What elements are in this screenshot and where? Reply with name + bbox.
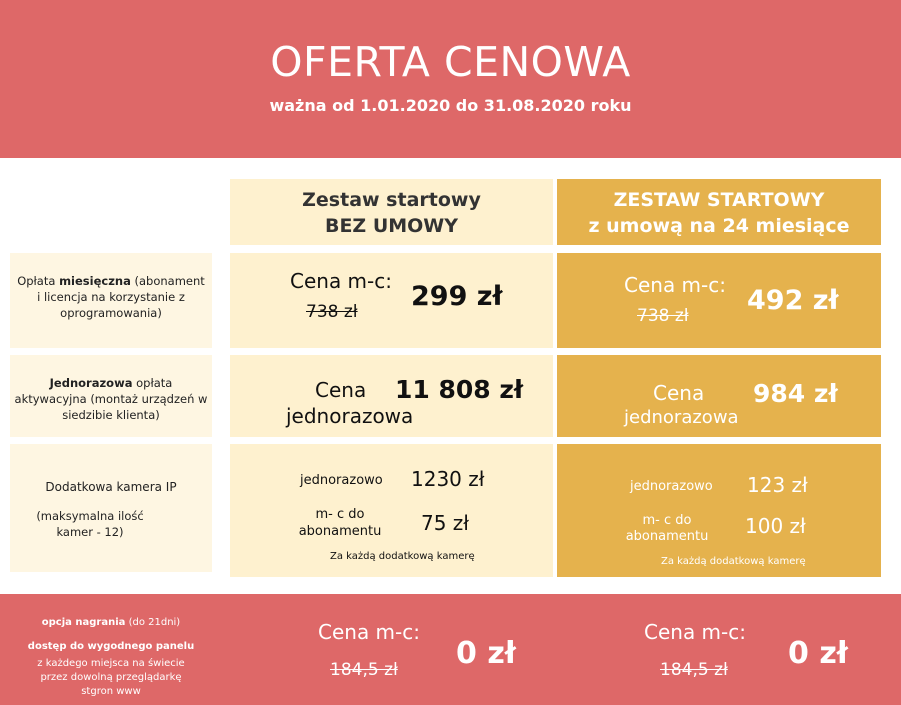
camera-note: Za każdą dodatkową kamerę: [661, 556, 806, 567]
cell-camera-no-contract: [230, 444, 553, 577]
cena-line2: jednorazowa: [286, 404, 414, 428]
once-label: jednorazowo: [300, 473, 383, 488]
cell-camera-24-months: [557, 444, 881, 577]
price: 299 zł: [411, 281, 503, 312]
mc-line1: m- c do: [642, 513, 692, 528]
row-label-monthly: [10, 253, 212, 348]
row-label-camera: [10, 444, 212, 572]
row-label-onetime-text: [14, 375, 208, 423]
price: 492 zł: [747, 285, 839, 316]
page-subtitle: ważna od 1.01.2020 do 31.08.2020 roku: [269, 96, 632, 115]
footer-price-right: 0 zł: [788, 636, 848, 671]
label-bold: miesięczna: [59, 274, 131, 288]
cell-onetime-24-months: [557, 355, 881, 437]
cell-onetime-no-contract: [230, 355, 553, 437]
price: 11 808 zł: [395, 375, 524, 404]
column-header-line1: ZESTAW STARTOWY: [613, 189, 825, 211]
footer-description: z każdego miejsca na świecie przez dowolną przeglądarkę stgron www: [37, 658, 185, 697]
mc-line2: abonamentu: [625, 529, 709, 544]
page-title: OFERTA CENOWA: [270, 38, 631, 86]
mc-line1: m- c do: [315, 507, 365, 522]
footer-cena-label-left: Cena m-c:: [318, 620, 420, 644]
column-header-line1: Zestaw startowy: [302, 189, 481, 211]
cena-line2: jednorazowa: [624, 407, 739, 428]
mc-price: 100 zł: [745, 514, 806, 538]
once-label: jednorazowo: [630, 479, 713, 494]
cell-monthly-24-months: [557, 253, 881, 348]
camera-note: Za każdą dodatkową kamerę: [330, 551, 475, 562]
mc-price: 75 zł: [421, 511, 469, 535]
label-bold: Jednorazowa: [49, 376, 133, 390]
once-price: 123 zł: [747, 473, 808, 497]
row-label-camera-title: Dodatkowa kamera IP: [45, 480, 177, 494]
old-price: 738 zł: [306, 302, 358, 322]
column-header-no-contract: [230, 179, 553, 245]
cena-line1: Cena: [653, 381, 705, 405]
footer-old-price-right: 184,5 zł: [660, 660, 728, 680]
label-part: Opłata: [17, 274, 60, 288]
cena-label: Cena m-c:: [290, 269, 392, 293]
once-price: 1230 zł: [411, 467, 485, 491]
column-header-line2: BEZ UMOWY: [324, 215, 459, 237]
label-part: (abonament i licencja na korzystanie z oprogramowania): [37, 274, 205, 320]
cell-monthly-no-contract: [230, 253, 553, 348]
label-part: opłata aktywacyjna (montaż urządzeń w siedzibie klienta): [14, 376, 208, 422]
column-header-line2: z umową na 24 miesiące: [588, 215, 850, 237]
column-header-24-months: [557, 179, 881, 245]
footer-panel-access: dostęp do wygodnego panelu: [27, 641, 195, 652]
footer-option-bold: opcja nagrania: [41, 617, 126, 628]
row-label-monthly-text: [16, 273, 206, 321]
old-price: 738 zł: [637, 306, 689, 326]
footer-cena-label-right: Cena m-c:: [644, 620, 746, 644]
mc-line2: abonamentu: [298, 524, 382, 539]
footer-recording-option: [20, 616, 202, 630]
cena-line1: Cena: [315, 378, 367, 402]
row-label-onetime: [10, 355, 212, 437]
header-banner: [0, 0, 901, 158]
cena-label: Cena m-c:: [624, 273, 726, 297]
footer-old-price-left: 184,5 zł: [330, 660, 398, 680]
row-label-camera-note: (maksymalna ilość kamer - 12): [36, 509, 144, 539]
footer-banner: [0, 594, 901, 705]
footer-option-rest: (do 21dni): [125, 617, 181, 628]
footer-price-left: 0 zł: [456, 636, 516, 671]
price: 984 zł: [753, 379, 838, 408]
